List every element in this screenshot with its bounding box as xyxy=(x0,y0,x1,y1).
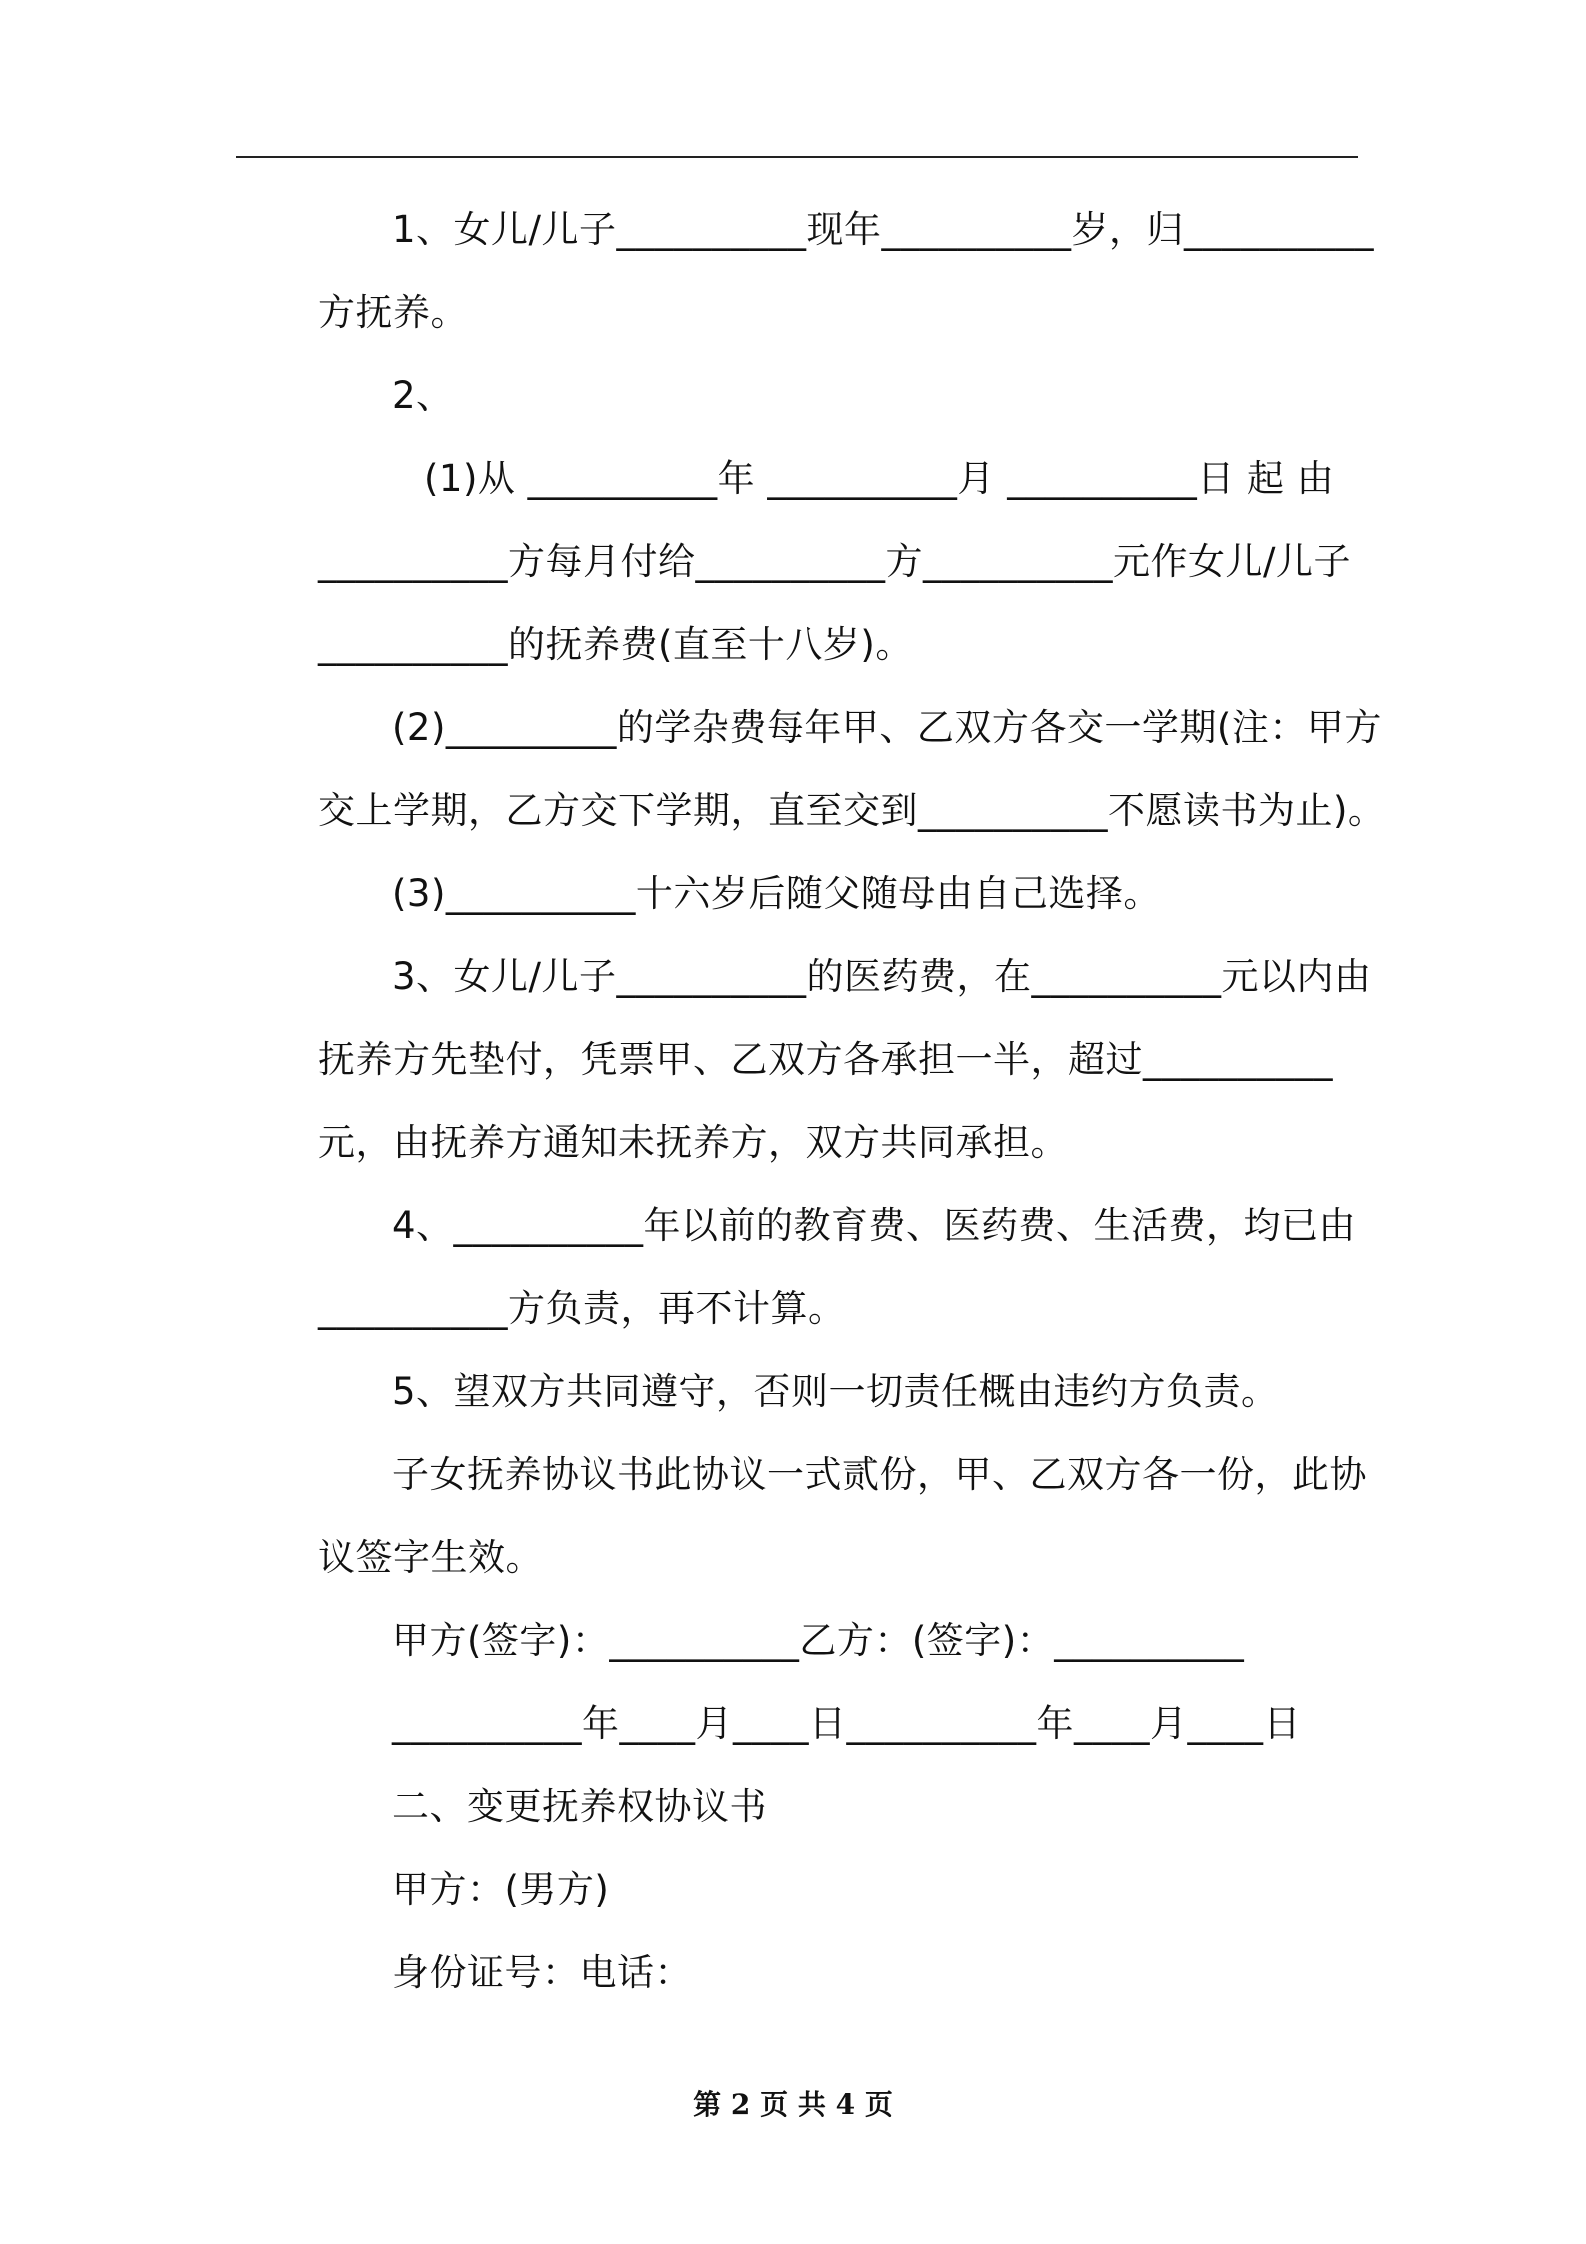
header-rule xyxy=(236,156,1358,158)
clause-2-1-line-3: __________的抚养费(直至十八岁)。 xyxy=(318,623,913,666)
closing-line-1: 子女抚养协议书此协议一式贰份，甲、乙双方各一份，此协 xyxy=(392,1453,1367,1496)
clause-3-line-1: 3、女儿/儿子__________的医药费，在__________元以内由 xyxy=(392,955,1372,998)
date-line: __________年____月____日__________年____月____日 xyxy=(392,1702,1301,1745)
clause-2-2-line-1: (2)_________的学杂费每年甲、乙双方各交一学期(注：甲方 xyxy=(392,706,1382,749)
clause-2-3: (3)__________十六岁后随父随母由自己选择。 xyxy=(392,872,1161,915)
clause-2-1-line-2: __________方每月付给__________方__________元作女儿/儿子 xyxy=(318,540,1351,583)
clause-3-line-2: 抚养方先垫付，凭票甲、乙双方各承担一半，超过__________ xyxy=(318,1038,1333,1081)
clause-2-2-line-2: 交上学期，乙方交下学期，直至交到__________不愿读书为止)。 xyxy=(318,789,1386,832)
page-number-footer: 第 2 页 共 4 页 xyxy=(693,2088,893,2121)
closing-line-2: 议签字生效。 xyxy=(318,1536,543,1579)
clause-3-line-3: 元，由抚养方通知未抚养方，双方共同承担。 xyxy=(318,1121,1068,1164)
signature-line: 甲方(签字)：__________乙方：(签字)：__________ xyxy=(392,1619,1245,1662)
clause-4-line-2: __________方负责，再不计算。 xyxy=(318,1287,846,1330)
clause-5: 5、望双方共同遵守，否则一切责任概由违约方负责。 xyxy=(392,1370,1279,1413)
id-phone-label: 身份证号：电话： xyxy=(392,1951,692,1994)
section-heading: 二、变更抚养权协议书 xyxy=(392,1785,767,1828)
clause-2-heading: 2、 xyxy=(392,374,454,417)
clause-4-line-1: 4、__________年以前的教育费、医药费、生活费，均已由 xyxy=(392,1204,1357,1247)
clause-1-line-2: 方抚养。 xyxy=(318,291,468,334)
party-a-label: 甲方：(男方) xyxy=(392,1868,610,1911)
clause-1-line-1: 1、女儿/儿子__________现年__________岁，归__________ xyxy=(392,208,1375,251)
clause-2-1-line-1: (1)从 __________年 __________月 __________日 起 由 xyxy=(424,457,1335,500)
